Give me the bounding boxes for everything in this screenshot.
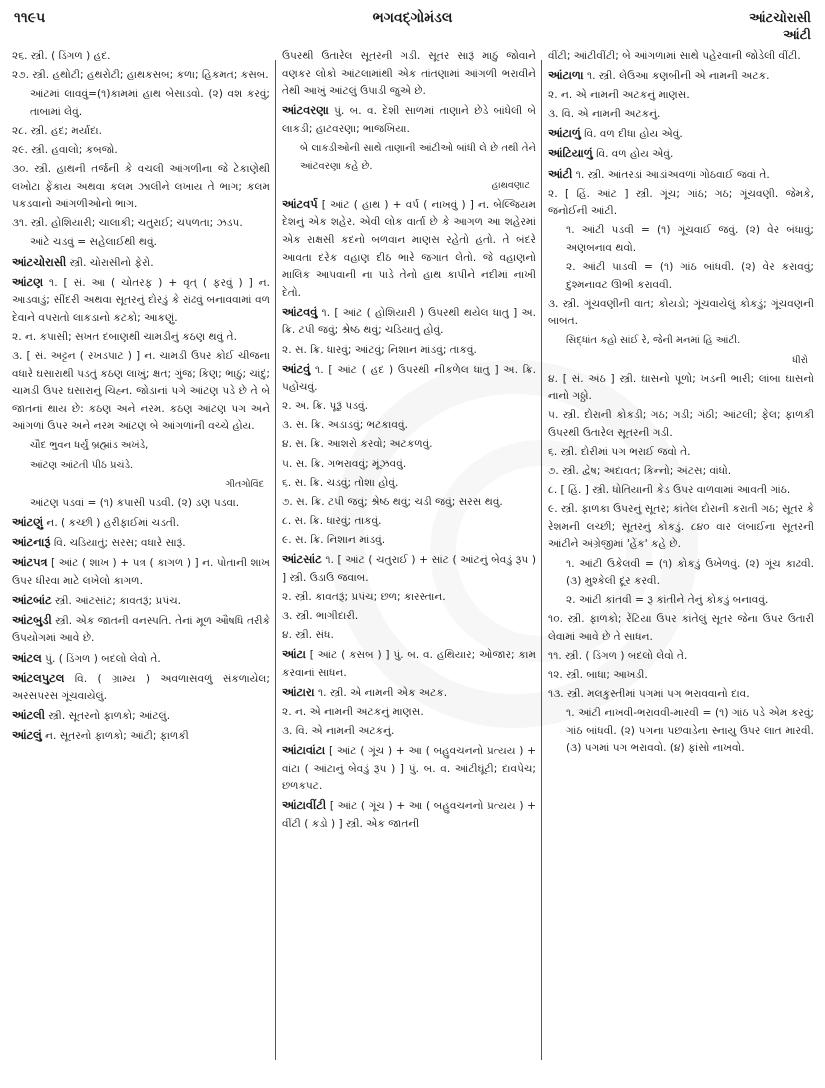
sense-definition: ૮. [ હિં. ] સ્ત્રી. ધોતિયાની કેડ ઉપર વાળવામાં આવતી ગાંઠ. [548, 484, 791, 497]
dictionary-entry [12, 650, 270, 669]
headword: આંટલી [12, 708, 45, 723]
sense-definition: ૧૨. સ્ત્રી. બાધા; આખડી. [548, 669, 648, 682]
definition-text: સ્ત્રી. સૂતરનો ફાળકો; આંટલું. [45, 710, 171, 723]
sense-definition: ૨૯. સ્ત્રી. હવાલો; કબજો. [12, 143, 118, 156]
definition-text: [ આંટ ( કસબ ) ] પું. બ. વ. હથિયાર; ઓજાર; કામ કરવાનાં સાધન. [282, 649, 536, 679]
dictionary-entry [548, 145, 814, 164]
idiom-phrase: આંટે ચડવું = સહેલાઈથી થવું. [30, 236, 158, 249]
definition-text: ૧. [ આંટ ( હદ ) ઉપરથી નીકળેલ ધાતુ ] અ. ક્રિ. પહોંચવું. [282, 363, 536, 394]
headword: આંટિયાળું [548, 146, 593, 161]
dictionary-entry [12, 707, 270, 726]
dictionary-entry [282, 551, 536, 587]
definition-text: ૧. [ સં. આ ( ચોતરફ ) + વૃત્ ( ફરવું ) ] ન. આડવાડું; સીંદરી અથવા સૂતરનું દોરડું કે રાંઢવું બનાવવામાં વળ દેવાને વપરાતો લાકડાનો કટકો; આકણું. [12, 276, 270, 324]
sense-definition: વીંટી; આંટીવીંટી; બે આંગળામાં સાથે પહેરવાની જોડેલી વીંટી. [548, 50, 801, 62]
definition-text: ૧. [ આંટ ( ચતુરાઈ ) + સાંટ ( આંટનું બેવડું રૂપ ) ] સ્ત્રી. ઉડાઉ જવાબ. [282, 554, 536, 584]
dictionary-entry [282, 646, 536, 682]
column-1 [12, 48, 270, 1078]
dictionary-entry [548, 125, 814, 144]
dictionary-entry [548, 166, 814, 185]
page-number: ૧૧૯૫ [14, 10, 46, 26]
headword: આંટચોરાસી [12, 254, 67, 269]
dictionary-entry [548, 67, 814, 86]
definition-text: પું. ( ડિંગળ ) બદલો લેવો તે. [41, 652, 161, 665]
sense-definition: ૧૧. સ્ત્રી. ( ડિંગળ ) બદલો લેવો તે. [548, 650, 688, 662]
dictionary-entry [12, 670, 270, 706]
idiom-phrase: ૧. આંટી નાખવી-ભરાવવી-મારવી = (૧) ગાંઠ પડે એમ કરવું; ગાંઠ બાંધવી. (૨) પગના પછવાડેના સ્નાયુ ઉપર લાત મારવી. (૩) પગમાં પગ ભરાવવો. (૪) ફાંસો નાખવો. [566, 707, 814, 755]
sense-definition: ૩. વિ. એ નામની અટકનું. [282, 724, 395, 737]
headword: આંટલું [12, 728, 42, 743]
headword: આંટસાંટ [282, 552, 322, 567]
dictionary-entry [12, 554, 270, 590]
headword: આંટબાંટ [12, 592, 52, 607]
quotation-source: હાથવણાટ [491, 179, 530, 191]
headword: આંટવું [282, 361, 311, 376]
definition-text: વિ. ( ગ્રામ્ય ) અવળાસવળું સંકળાયેલ; અરસપરસ ગૂંચવાયેલું. [12, 672, 270, 703]
dictionary-entry [282, 102, 536, 138]
sense-definition: ૫. સ્ત્રી. દોરાની કોકડી; ગઠ; ગડી; ગંઠી; આંટલી; ફેલ; ફાળકી ઉપરથી ઉતારેલ સૂતરની ગડી. [548, 409, 814, 439]
definition-text: સ્ત્રી. આંટસાંટ; કાવતરૂં; પ્રપંચ. [51, 594, 182, 607]
dictionary-entry [282, 684, 536, 703]
sense-definition: ૩. વિ. એ નામની અટકનું. [548, 108, 661, 121]
headword: આંટા [282, 647, 306, 661]
headword: આંટલ [12, 650, 42, 665]
idiom-phrase: ૨. આંટી કાંતવી = રૂ કાંતીને તેનું કોકડું બનાવવું. [566, 594, 769, 607]
headword: આંટવવું [282, 304, 318, 319]
sense-definition: ૨૭. સ્ત્રી. હથોટી; હથરોટી; હાથકસબ; કળા; હિકમત; કસબ. [12, 69, 269, 82]
dictionary-columns [0, 48, 825, 1088]
sense-definition: ઉપરથી ઉતારેલ સૂતરની ગડી. સૂતર સારૂં માઠું જોવાને વણકર લોકો આંટલામાંથી એક તાંતણામાં આંગળી ભરાવીને તેથી આખું આંટલું ઉપાડી જુએ છે. [282, 50, 536, 98]
definition-text: ૧. [ આંટ ( હોશિયારી ) ઉપરથી થયેલ ધાતુ ] અ. ક્રિ. ટપી જવું; શ્રેષ્ઠ થવું; ચડિયાતું હોવું. [282, 306, 536, 337]
quotation-source: ધીરો [792, 354, 808, 366]
headword: આંટાળું [548, 126, 581, 141]
sense-definition: ૪. સ. ક્રિ. આશરો કરવો; અટકળવું. [282, 438, 433, 451]
sense-definition: ૨૮. સ્ત્રી. હદ; મર્યાદા. [12, 124, 103, 137]
sense-definition: ૩. [ સં. અટ્ટન ( રખડપાટ ) ] ન. ચામડી ઉપર કોઈ ચીજના વધારે ઘસારાથી પડતું કઠણ લાખું; ક્ષત; ગુંજ; કિણ; ભાઠું; ચાંદું; ચામડી ઉપર ઘસારાનું ચિહ્ન. જોડાનાં પગે આંટણ પડે છે તે બે જાતનાં થાય છે: કઠણ અને નરમ. કઠણ આંટણ પગ અને આંગળાં ઉપર અને નરમ આંટણ બે આંગળાંની વચ્ચે હોય. [12, 350, 270, 433]
definition-text: સ્ત્રી. એક જાતની વનસ્પતિ. તેનાં મૂળ ઔષધિ તરીકે ઉપયોગમાં આવે છે. [12, 614, 270, 645]
quotation: આંટણ આંટતી પીઠ પ્રચંડે. [30, 459, 134, 471]
headword: આંટણું [12, 514, 44, 529]
dictionary-entry [282, 797, 536, 833]
headword: આંટલપુટલ [12, 670, 65, 685]
definition-text: [ આંટ ( ગૂંચ ) + આ ( બહુવચનનો પ્રત્યય ) + વીંટી ( કડો ) ] સ્ત્રી. એક જાતની [282, 800, 536, 830]
quotation: સિદ્ધાંત કહો સાંઈ રે, જેની મનમાં હિ આંટી. [566, 335, 741, 347]
dictionary-entry [282, 361, 536, 397]
sense-definition: ૨૬. સ્ત્રી. ( ડિંગળ ) હદ. [12, 50, 111, 62]
sense-definition: ૨. અ. ક્રિ. પૂરૂં પડવું. [282, 400, 369, 413]
definition-text: સ્ત્રી. ચોરાસીનો ફેરો. [66, 256, 154, 269]
definition-text: વિ. ચડિયાતું; સરસ; વધારે સારૂં. [50, 536, 186, 549]
sense-definition: ૩. સ્ત્રી. ભાગીદારી. [282, 609, 359, 622]
headword: આંટાવાંટા [282, 742, 326, 757]
quotation-source: ગીતગોવિંદ [225, 478, 264, 490]
definition-text: ૧. સ્ત્રી. આંતરડાં આડાંઅવળાં ગોઠવાઈ જવાં તે. [572, 168, 770, 181]
sense-definition: ૭. સ્ત્રી. દ્વેષ; અદાવત; કિન્નો; અંટસ; વાંધો. [548, 465, 732, 478]
sense-definition: ૮. સ. ક્રિ. ધારવું; તાકવું. [282, 514, 382, 527]
dictionary-entry [12, 534, 270, 553]
definition-text: ૧. સ્ત્રી. એ નામની એક અટક. [314, 686, 448, 699]
definition-text: વિ. વળ દીધા હોય એવું. [580, 128, 683, 141]
page-header [0, 0, 825, 44]
dictionary-entry [282, 304, 536, 340]
sense-definition: ૨. [ હિં. આંટ ] સ્ત્રી. ગૂંચ; ગાંઠ; ગઠ; ગૂંચવણી. જેમકે, જનોઈની આંટી. [548, 187, 814, 218]
sense-definition: ૯. સ. ક્રિ. નિશાન માંડવું. [282, 533, 386, 546]
dictionary-entry [282, 196, 536, 303]
sense-definition: ૨. ન. એ નામની અટકનું માણસ. [548, 89, 690, 102]
definition-text: વિ. વળ હોય એવું. [592, 148, 674, 161]
sense-definition: ૯. સ્ત્રી. ફાળકા ઉપરનું સૂતર; કાંતેલ દોરાની કરાતી ગઠ; સૂતર કે રેશમની લચ્છી; સૂતરનું કોકડું. ૮૪૦ વાર લંબાઈના સૂતરની આંટીને અંગ્રેજીમાં 'હેંક' કહે છે. [548, 503, 814, 551]
idiom-phrase: ૨. આંટી પાડવી = (૧) ગાંઠ બાંધવી. (૨) વેર કરાવવું; દુશ્મનાવટ ઊભી કરાવવી. [566, 261, 814, 291]
sense-definition: ૫. સ. ક્રિ. ગભરાવવું; મૂંઝવવું. [282, 457, 407, 470]
sense-definition: ૨. સ્ત્રી. કાવતરૂં; પ્રપંચ; છળ; કારસ્તાન. [282, 590, 446, 603]
dictionary-entry [12, 514, 270, 533]
sense-definition: ૬. સ્ત્રી. દોરીમાં પગ ભરાઈ જવો તે. [548, 445, 691, 458]
sense-definition: ૬. સ. ક્રિ. ચડવું; તોશા હોવું. [282, 476, 399, 489]
headword: આંટપત્ર [12, 555, 48, 570]
headword: આંટાવીંટી [282, 798, 327, 813]
headword: આંટવર્પ [282, 196, 318, 211]
headword: આંટારા [282, 684, 315, 699]
dictionary-entry [12, 727, 270, 746]
dictionary-entry [12, 592, 270, 611]
headword: આંટનારૂં [12, 534, 51, 549]
column-2 [282, 48, 536, 1078]
headword: આંટવરણા [282, 103, 329, 118]
definition-text: [ આંટ ( ગૂંચ ) + આ ( બહુવચનનો પ્રત્યય ) + વાંટા ( આંટાનું બેવડું રૂપ ) ] પું. બ. વ. આંટીઘૂંટી; દાવપેચ; છળકપટ. [282, 744, 536, 793]
definition-text: ન. ( કચ્છી ) હરીફાઈમાં ચડતી. [43, 516, 180, 529]
sense-definition: ૪. સ્ત્રી. સંધ. [282, 628, 334, 641]
idiom-phrase: ૧. આંટી પડવી = (૧) ગૂંચવાઈ જવું. (૨) વેર બંધાવું; અણબનાવ થવો. [566, 224, 814, 254]
guide-words [749, 10, 811, 44]
guide-word-last: આંટી [783, 28, 811, 43]
quotation: ચૌદ ભુવન ધર્યું બ્રહ્માંડ અખંડે, [30, 440, 149, 452]
headword: આંટાળા [548, 68, 584, 83]
definition-text: [ આંટ ( શાખ ) + પત્ર ( કાગળ ) ] ન. પોતાની શાખ ઉપર ધીરવા માટે લખેલો કાગળ. [12, 557, 270, 587]
dictionary-entry [12, 612, 270, 648]
sense-definition: ૨. ન. કપાસી; સખત દબાણથી ચામડીનું કઠણ થવું તે. [12, 330, 237, 343]
headword: આંટી [548, 166, 573, 181]
definition-text: પું. બ. વ. દેશી સાળમાં તાણાને છેડે બાંધેલી બે લાકડી; હાટવરણા; ભાજખિયા. [282, 105, 536, 135]
sense-definition: ૩૦. સ્ત્રી. હાથની તર્જની કે વચલી આંગળીના જે ટેકાણેથી લખોટા ફેંકાય અથવા કલમ ઝાલીને લખાય તે ભાગ; કલમ પકડવાનો આંગળીઓનો ભાગ. [12, 163, 270, 211]
column-3 [548, 48, 814, 1078]
idiom-phrase: ૧. આંટી ઉકેલવી = (૧) કોકડું ઉખેળવું. (૨) ગૂંચ કાઢવી. (૩) મુશ્કેલી દૂર કરવી. [566, 557, 814, 588]
idiom-phrase: આંટણ પડવાં = (૧) કપાસી પડવી. (૨) ડણ પડવા. [30, 496, 240, 509]
sense-definition: ૨. ન. એ નામની અટકનું માણસ. [282, 705, 424, 718]
definition-text: ન. સૂતરનો ફાળકો; આંટી; ફાળકી [41, 730, 189, 743]
sense-definition: ૩. સ્ત્રી. ગૂંચવણીની વાત; કોયડો; ગૂંચવાયેલું કોકડું; ગૂંચવણની બાબત. [548, 297, 814, 328]
definition-text: [ આંટ ( હાથ ) + વર્પ ( નાખવું ) ] ન. બેલ્જિયમ દેશનું એક શહેર. એવી લોક વાર્તા છે કે આગળ આ શહેરમાં એક રાક્ષસી કદનો બળવાન માણસ રહેતો હતો. તે બંદરે આવતા દરેક વહાણ દીઠ ભારે જગાત લેતો. જે વહાણનો માલિક આપવાની ના પાડે તેનો હાથ કાપીને નદીમાં નાખી દેતો. [282, 198, 536, 299]
quotation: બે લાકડીઓની સાથે તાણાની આંટીઓ બાંધી લે છે તથી તેને આંટવરણા કહે છે. [300, 142, 536, 172]
headword: આંટબુડી [12, 612, 52, 627]
sense-definition: ૭. સ. ક્રિ. ટપી જવું; શ્રેષ્ઠ થવું; ચડી જવું; સરસ થવું. [282, 495, 503, 508]
sense-definition: ૨. સ. ક્રિ. ધારવું; આંટવું; નિશાન માંડવું; તાકવું. [282, 343, 477, 356]
dictionary-entry [12, 254, 270, 273]
running-title: ભગવદ્ગોમંડલ [372, 10, 453, 26]
sense-definition: ૩૧. સ્ત્રી. હોશિયારી; ચાલાકી; ચતુરાઈ; ચપળતા; ઝડપ. [12, 217, 243, 230]
definition-text: ૧. સ્ત્રી. લેઉઆ કણબીની એ નામની અટક. [583, 70, 770, 83]
guide-word-first: આંટચોરાસી [749, 11, 811, 26]
sense-definition: ૧૩. સ્ત્રી. મલકુસ્તીમાં પગમાં પગ ભરાવવાનો દાવ. [548, 688, 750, 701]
sense-definition: ૧૦. સ્ત્રી. ફાળકો; રેંટિયા ઉપર કાંતેલું સૂતર જેના ઉપર ઉતારી લેવામાં આવે છે તે સાધન. [548, 613, 814, 643]
headword: આંટણ [12, 274, 44, 289]
sense-definition: ૩. સ. ક્રિ. અડાડવું; ભટકાવવું. [282, 419, 408, 432]
dictionary-entry [282, 742, 536, 796]
idiom-phrase: આંટમાં લાવવું=(૧)કામમાં હાથ બેસાડવો. (૨) વશ કરવું; તાબામાં લેવું. [30, 88, 270, 118]
sense-definition: ૪. [ સં. અંઠ ] સ્ત્રી. ઘાસનો પૂળો; ખડની ભારી; લાંબા ઘાસનો નાનો ગઠ્ઠો. [548, 372, 814, 403]
dictionary-entry [12, 274, 270, 328]
